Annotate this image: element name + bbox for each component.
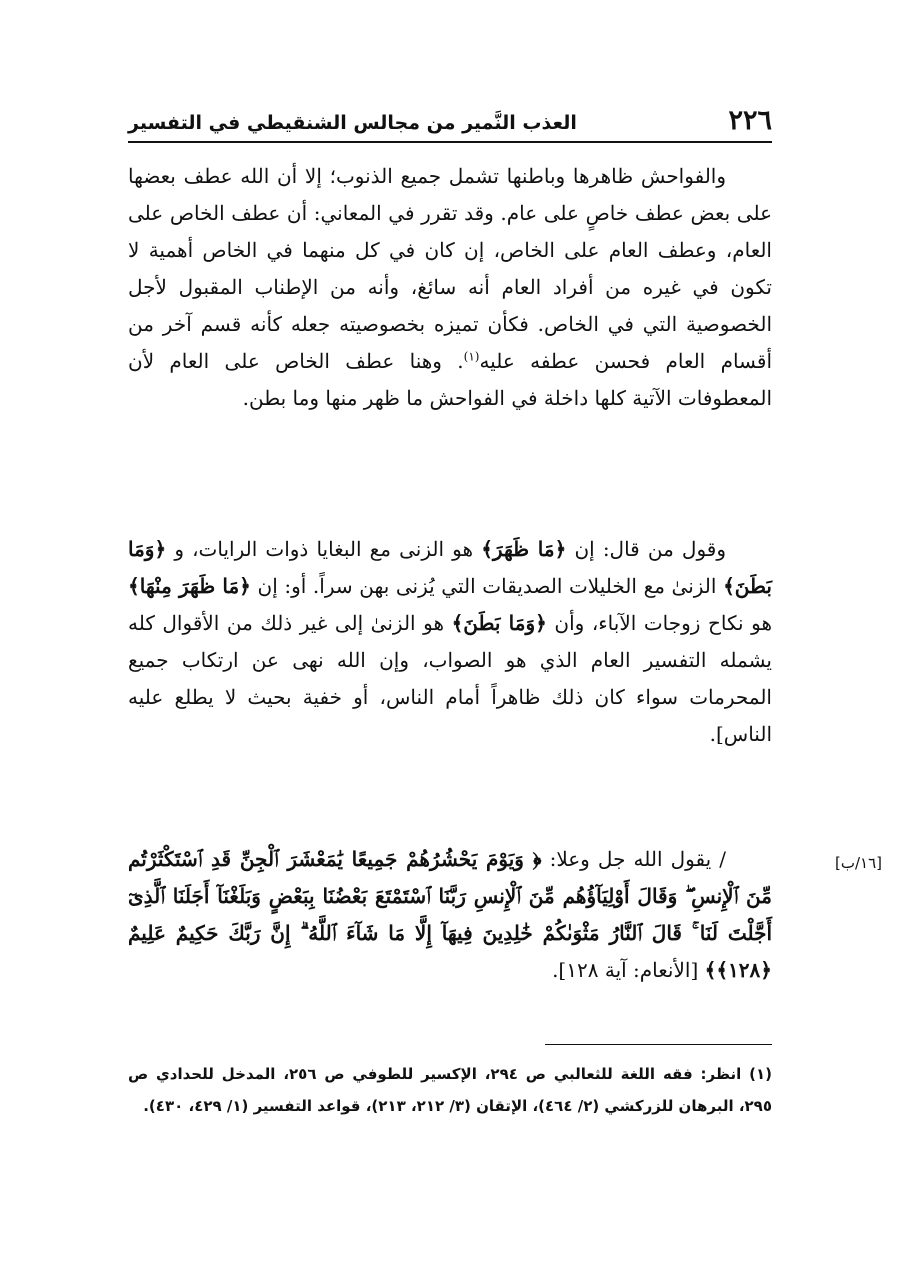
paragraph-verse bbox=[128, 841, 772, 989]
verse-closing-bracket: ﴾ bbox=[704, 958, 717, 982]
paragraph-text-part: هو الزنى مع البغايا ذوات الرايات، و bbox=[174, 537, 474, 561]
paragraph-text-part: الزنىٰ مع الخليلات الصديقات التي يُزنى بهن سراً. أو: إن bbox=[257, 574, 717, 598]
footnote-reference[interactable]: (١) bbox=[463, 349, 480, 364]
header-rule bbox=[128, 141, 772, 143]
paragraph-text bbox=[128, 841, 772, 989]
paragraph-text bbox=[128, 158, 772, 417]
paragraph-text-part: هو الزنىٰ إلى غير ذلك من الأقوال كله يشمله التفسير العام الذي هو الصواب، وإن الله نهى عن ارتكاب جميع المحرمات سواء كان ذلك ظاهراً أمام الناس، أو خفية بحيث لا يطلع عليه الناس]. bbox=[128, 611, 772, 746]
quran-quote: ﴿وَمَا بَطَنَ﴾ bbox=[128, 537, 772, 598]
running-title: العذب النَّمير من مجالس الشنقيطي في التفسير bbox=[128, 112, 577, 134]
quran-quote: ﴿مَا ظَهَرَ مِنْهَا﴾ bbox=[128, 574, 251, 598]
verse-citation: [الأنعام: آية ١٢٨]. bbox=[552, 958, 699, 982]
paragraph-text-part: . وهنا عطف الخاص على العام لأن المعطوفات الآتية كلها داخلة في الفواحش ما ظهر منها وما بطن. bbox=[128, 349, 772, 410]
paragraph-text-part: والفواحش ظاهرها وباطنها تشمل جميع الذنوب؛ إلا أن الله عطف بعضها على بعض عطف خاصٍ على عام. وقد تقرر في المعاني: أن عطف الخاص على العام، وعطف العام على الخاص، إن كان في كل منهما في الخاص أهمية لا تكون في غيره من أفراد العام أنه سائغ، وأنه من الإطناب المقبول لأجل الخصوصية التي في الخاص. فكأن تميزه بخصوصيته جعله كأنه قسم آخر من أقسام العام فحسن عطفه عليه bbox=[128, 164, 772, 373]
paragraph-text-part: هو نكاح زوجات الآباء، وأن bbox=[554, 611, 773, 635]
paragraph-text bbox=[128, 531, 772, 753]
footnote-rule bbox=[545, 1044, 772, 1045]
quran-quote: ﴿مَا ظَهَرَ﴾ bbox=[481, 537, 567, 561]
footnote-text: (١) انظر: فقه اللغة للثعالبي ص ٢٩٤، الإكسير للطوفي ص ٢٥٦، المدخل للحدادي ص ٢٩٥، البرهان للزركشي (٢/ ٤٦٤)، الإتقان (٣/ ٢١٢، ٢١٣)، قواعد التفسير (١/ ٤٢٩، ٤٣٠). bbox=[128, 1065, 773, 1115]
paragraph-interpretations bbox=[128, 531, 772, 753]
footnote bbox=[128, 1058, 772, 1122]
page-number: ٢٢٦ bbox=[728, 105, 772, 136]
verse-intro: / يقول الله جل وعلا: bbox=[549, 847, 726, 871]
paragraph-general-specific bbox=[128, 158, 772, 417]
quran-quote: ﴿وَمَا بَطَنَ﴾ bbox=[451, 611, 547, 635]
paragraph-text-part: وقول من قال: إن bbox=[574, 537, 726, 561]
page-header bbox=[128, 104, 772, 142]
quran-verse: ﴿ وَيَوْمَ يَحْشُرُهُمْ جَمِيعًا يَٰمَعْشَرَ ٱلْجِنِّ قَدِ ٱسْتَكْثَرْتُم مِّنَ ٱلْإِنسِ ۖ وَقَالَ أَوْلِيَآؤُهُم مِّنَ ٱلْإِنسِ رَبَّنَا ٱسْتَمْتَعَ بَعْضُنَا بِبَعْضٍ وَبَلَغْنَآ أَجَلَنَا ٱلَّذِىٓ أَجَّلْتَ لَنَا ۚ قَالَ ٱلنَّارُ مَثْوَىٰكُمْ خَٰلِدِينَ فِيهَآ إِلَّا مَا شَآءَ ٱللَّهُ ۗ إِنَّ رَبَّكَ حَكِيمٌ عَلِيمٌ bbox=[128, 847, 772, 945]
verse-number: ﴿١٢٨﴾ bbox=[716, 958, 772, 982]
manuscript-folio-marker: [١٦/ب] bbox=[834, 854, 882, 872]
